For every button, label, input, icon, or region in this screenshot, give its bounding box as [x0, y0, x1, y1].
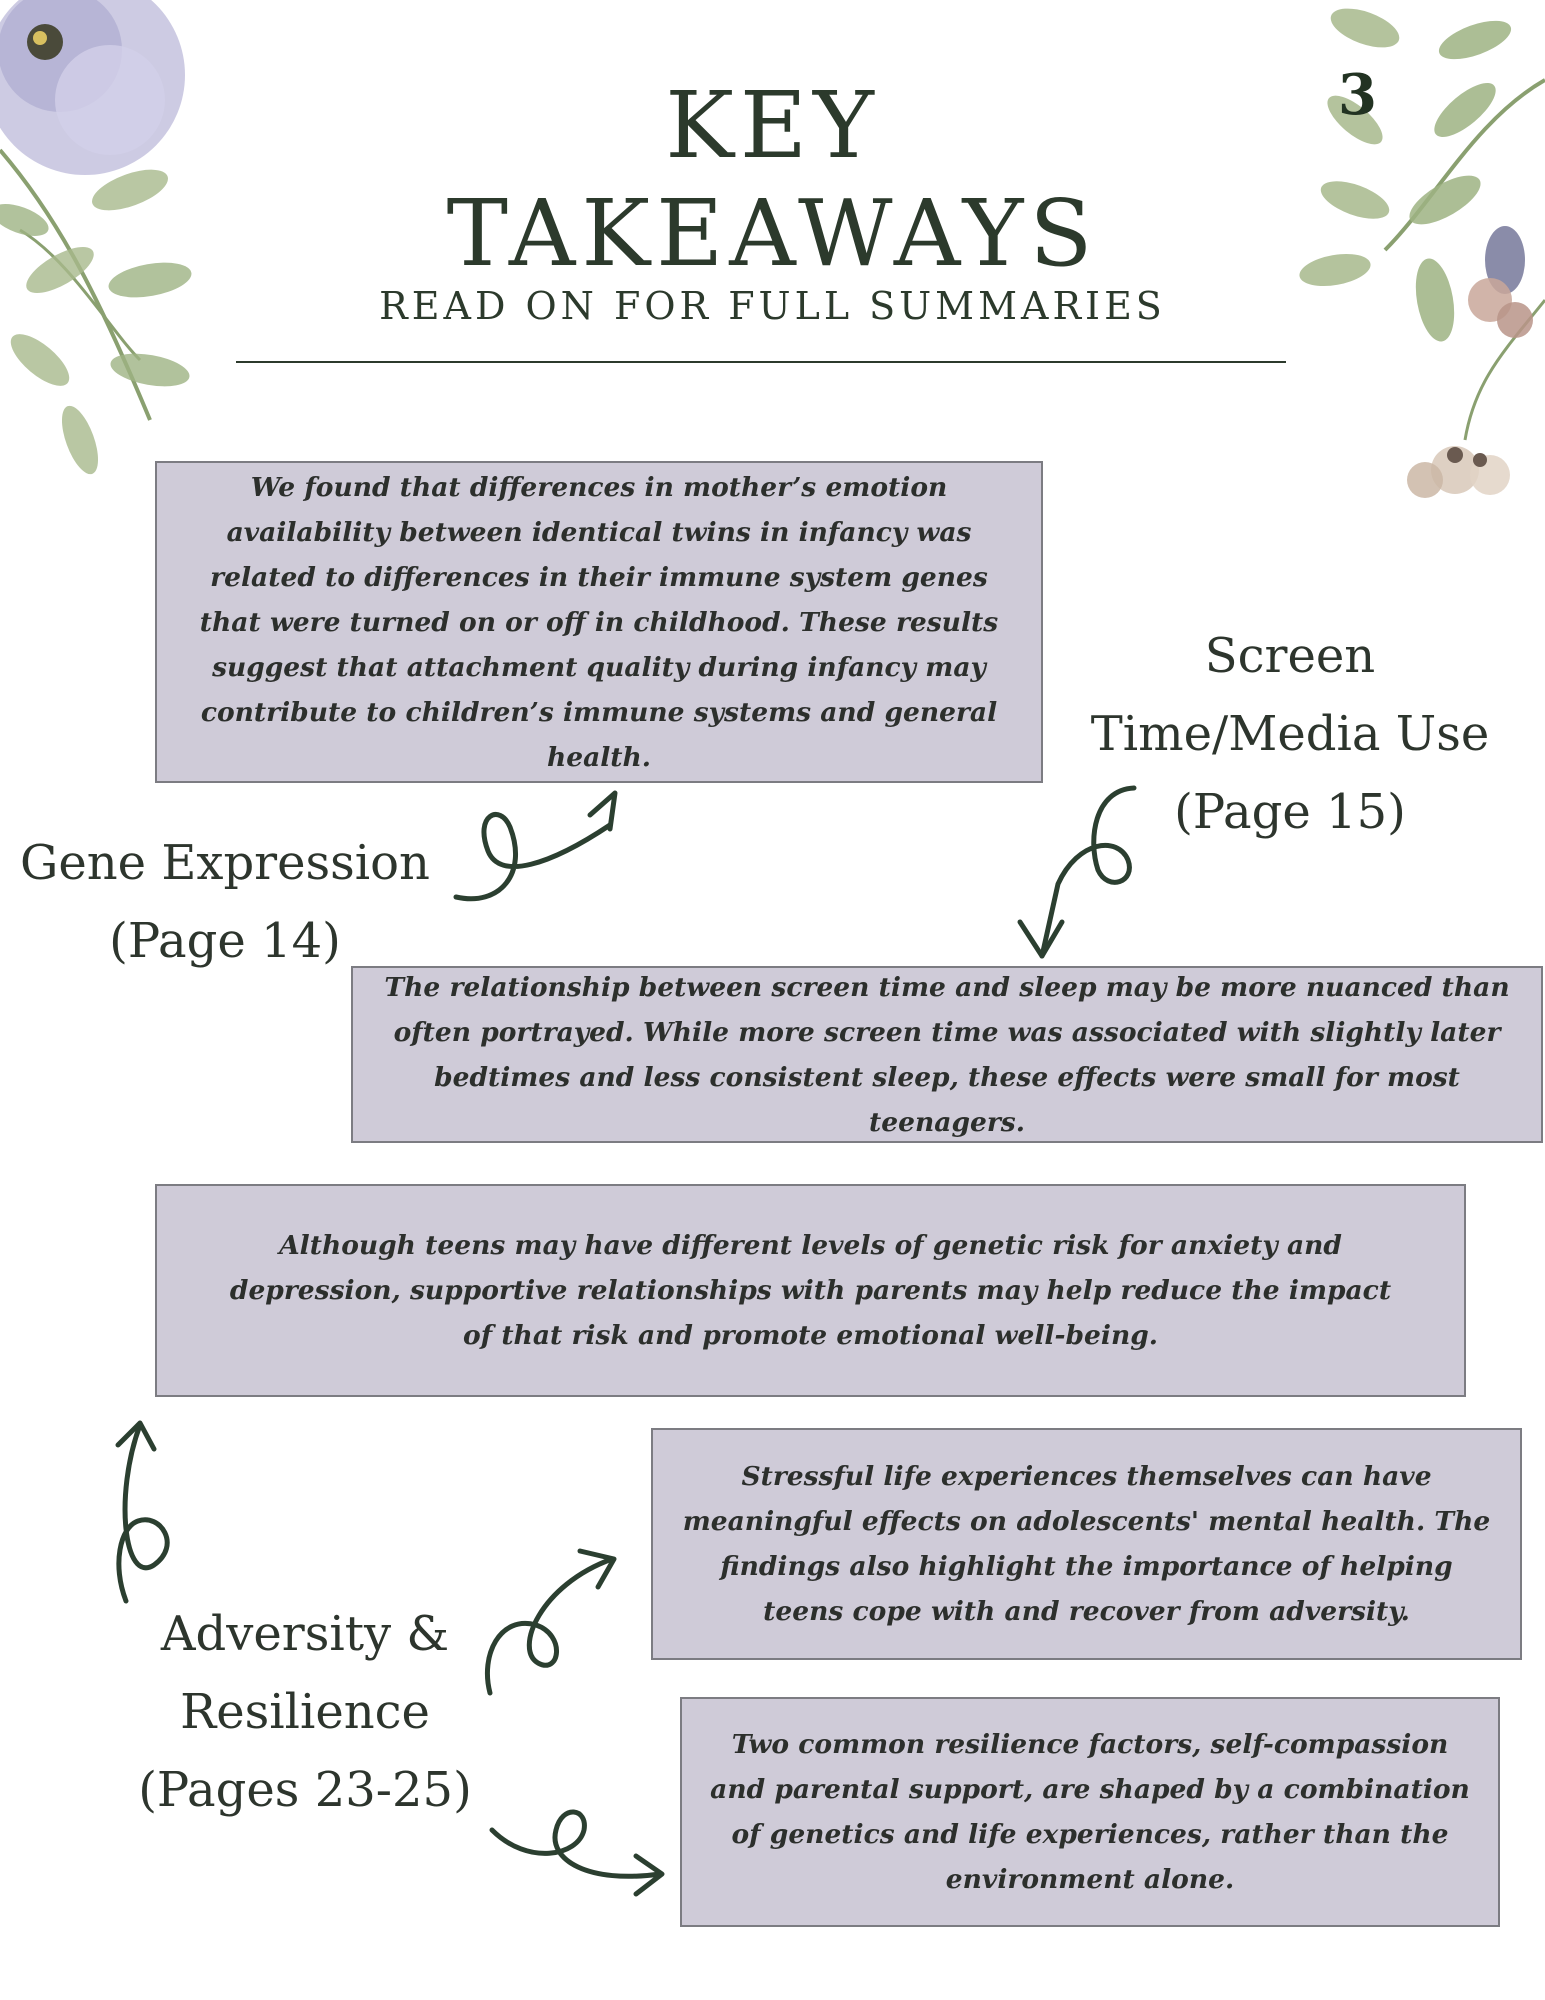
curly-arrow-icon [450, 785, 650, 915]
adversity-summary-box-2 [651, 1428, 1522, 1660]
gene-expression-summary-text: We found that differences in mother’s emotion availability between identical twins in infancy was related to differences in their immune system genes that were turned on or off in childhood. These results suggest that attachment quality during infancy may contribute to children’s immune systems and general health. [199, 471, 999, 773]
adversity-summary-text-1: Although teens may have different levels of genetic risk for anxiety and depression, supportive relationships with parents may help reduce the impact of that risk and promote emotional well-being. [229, 1230, 1392, 1351]
adversity-label-line-1: Adversity & [160, 1606, 450, 1662]
page-number: 3 [1338, 62, 1377, 128]
gene-expression-label [10, 824, 440, 980]
page-title-line-1: KEY [665, 72, 880, 179]
adversity-summary-box-3 [680, 1697, 1500, 1927]
gene-expression-label-line-1: Gene Expression [20, 835, 430, 891]
screen-time-label-line-1: Screen [1204, 628, 1376, 684]
page-title-line-2: TAKEAWAYS [446, 180, 1099, 287]
adversity-label-line-2: Resilience [180, 1684, 430, 1740]
screen-time-label-line-2: Time/Media Use [1090, 706, 1490, 762]
curly-arrow-icon [1010, 780, 1140, 960]
adversity-summary-text-3: Two common resilience factors, self-compassion and parental support, are shaped by a combination of genetics and life experiences, rather than the environment alone. [710, 1729, 1470, 1895]
adversity-label [120, 1595, 490, 1829]
gene-expression-summary-box [155, 461, 1043, 783]
gene-expression-label-page: (Page 14) [109, 913, 341, 969]
curly-arrow-icon [488, 1800, 668, 1910]
curly-arrow-icon [110, 1415, 200, 1605]
adversity-label-page: (Pages 23-25) [138, 1762, 472, 1818]
adversity-summary-box-1 [155, 1184, 1466, 1397]
curly-arrow-icon [480, 1545, 630, 1695]
screen-time-summary-box [351, 966, 1543, 1143]
header-divider [236, 361, 1286, 363]
screen-time-label-page: (Page 15) [1174, 784, 1406, 840]
page-subtitle: READ ON FOR FULL SUMMARIES [379, 284, 1166, 328]
adversity-summary-text-2: Stressful life experiences themselves can have meaningful effects on adolescents' mental health. The findings also highlight the importance of helping teens cope with and recover from adversity. [682, 1461, 1491, 1627]
screen-time-summary-text: The relationship between screen time and sleep may be more nuanced than often portrayed. While more screen time was associated with slightly later bedtimes and less consistent sleep, these effects were small for most teenagers. [384, 971, 1510, 1138]
